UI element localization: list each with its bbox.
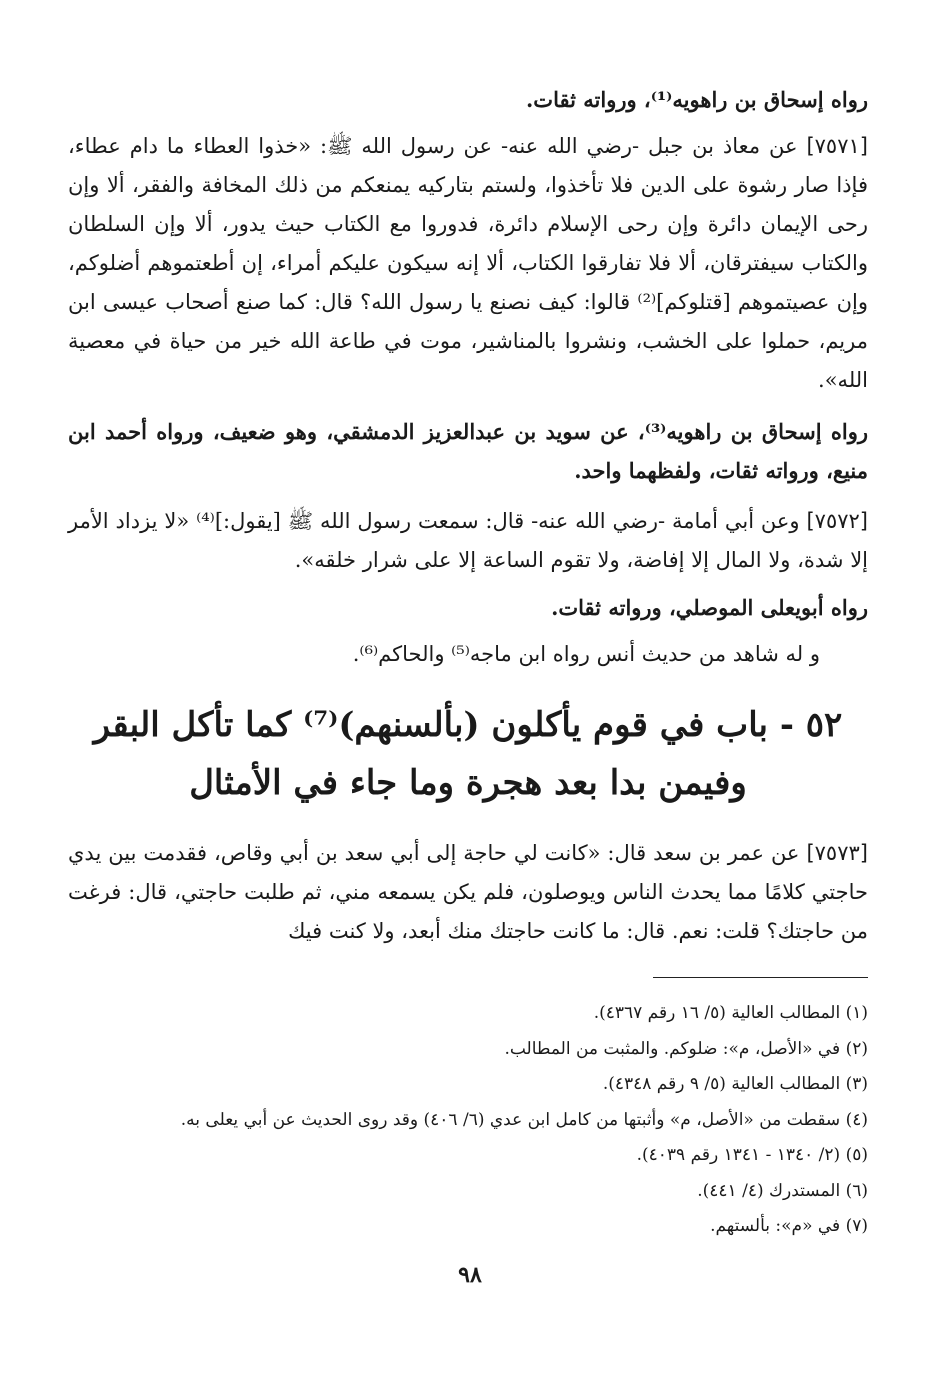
narration-note: رواه أبويعلى الموصلي، ورواته ثقات. — [551, 595, 868, 620]
footnote-divider — [653, 977, 868, 978]
hadith-text: عن معاذ بن جبل -رضي الله عنه- عن رسول الله ﷺ: «خذوا العطاء ما دام عطاء، فإذا صار رشوة على الدين فلا تأخذوا، ولستم بتاركيه يمنعكم من ذلك المخافة والفقر، ألا وإن رحى الإيمان دائرة وإن رحى الإسلام دائرة، فدوروا مع الكتاب حيث يدور، ألا وإن السلطان والكتاب سيفترقان، ألا فلا تفارقوا الكتاب، ألا إنه سيكون عليكم أمراء، إن أطعتموهم أضلوكم، وإن عصيتموهم [قتلوكم]⁽²⁾ قالوا: كيف نصنع يا رسول الله؟ قال: كما صنع أصحاب عيسى ابن مريم، حملوا على الخشب، ونشروا بالمناشير، موت في طاعة الله خير من حياة في معصية الله». — [68, 134, 868, 392]
narration-note: رواه إسحاق بن راهويه⁽³⁾، عن سويد بن عبدالعزيز الدمشقي، وهو ضعيف، ورواه أحمد ابن منيع، ورواته ثقات، ولفظهما واحد. — [68, 419, 868, 483]
hadith-number: [٧٥٧٣] — [806, 841, 868, 865]
chapter-title-line2: وفيمن بدا بعد هجرة وما جاء في الأمثال — [189, 763, 747, 803]
hadith-7572 — [68, 502, 868, 580]
footnote: (٤) سقطت من «الأصل، م» وأثبتها من كامل ابن عدي (٦/ ٤٠٦) وقد روى الحديث عن أبي يعلى به. — [180, 1109, 868, 1130]
hadith-7573 — [68, 834, 868, 951]
witness-note: و له شاهد من حديث أنس رواه ابن ماجه⁽⁵⁾ والحاكم⁽⁶⁾. — [352, 642, 820, 666]
hadith-number: [٧٥٧٢] — [806, 509, 868, 533]
footnote: (٦) المستدرك (٤/ ٤٤١). — [697, 1180, 868, 1201]
hadith-text: عن عمر بن سعد قال: «كانت لي حاجة إلى أبي سعد بن أبي وقاص، فقدمت بين يدي حاجتي كلامًا مما يحدث الناس ويوصلون، فلم يكن يسمعه مني، ثم طلبت حاجتي، قال: فرغت من حاجتك؟ قلت: نعم. قال: ما كانت حاجتك منك أبعد، ولا كنت فيك — [68, 841, 868, 943]
hadith-7571 — [68, 127, 868, 400]
chapter-heading — [68, 696, 868, 812]
footnote: (٥) (٢/ ١٣٤٠ - ١٣٤١ رقم ٤٠٣٩). — [636, 1145, 868, 1165]
footnote: (٣) المطالب العالية (٥/ ٩ رقم ٤٣٤٨). — [602, 1074, 868, 1094]
chapter-title-line1: ٥٢ - باب في قوم يأكلون (بألسنهم)⁽⁷⁾ كما تأكل البقر — [93, 705, 843, 745]
narration-note: رواه إسحاق بن راهويه⁽¹⁾، ورواته ثقات. — [526, 87, 868, 112]
hadith-number: [٧٥٧١] — [806, 134, 868, 158]
footnotes — [68, 996, 868, 1245]
footnote: (١) المطالب العالية (٥/ ١٦ رقم ٤٣٦٧). — [593, 1003, 868, 1023]
footnote: (٢) في «الأصل، م»: ضلوكم. والمثبت من المطالب. — [504, 1038, 868, 1059]
hadith-text: وعن أبي أمامة -رضي الله عنه- قال: سمعت رسول الله ﷺ [يقول:]⁽⁴⁾ «لا يزداد الأمر إلا شدة، ولا المال إلا إفاضة، ولا تقوم الساعة إلا على شرار خلقه». — [68, 509, 868, 572]
page-number: ٩٨ — [458, 1262, 482, 1288]
footnote: (٧) في «م»: بألستهم. — [710, 1216, 868, 1236]
